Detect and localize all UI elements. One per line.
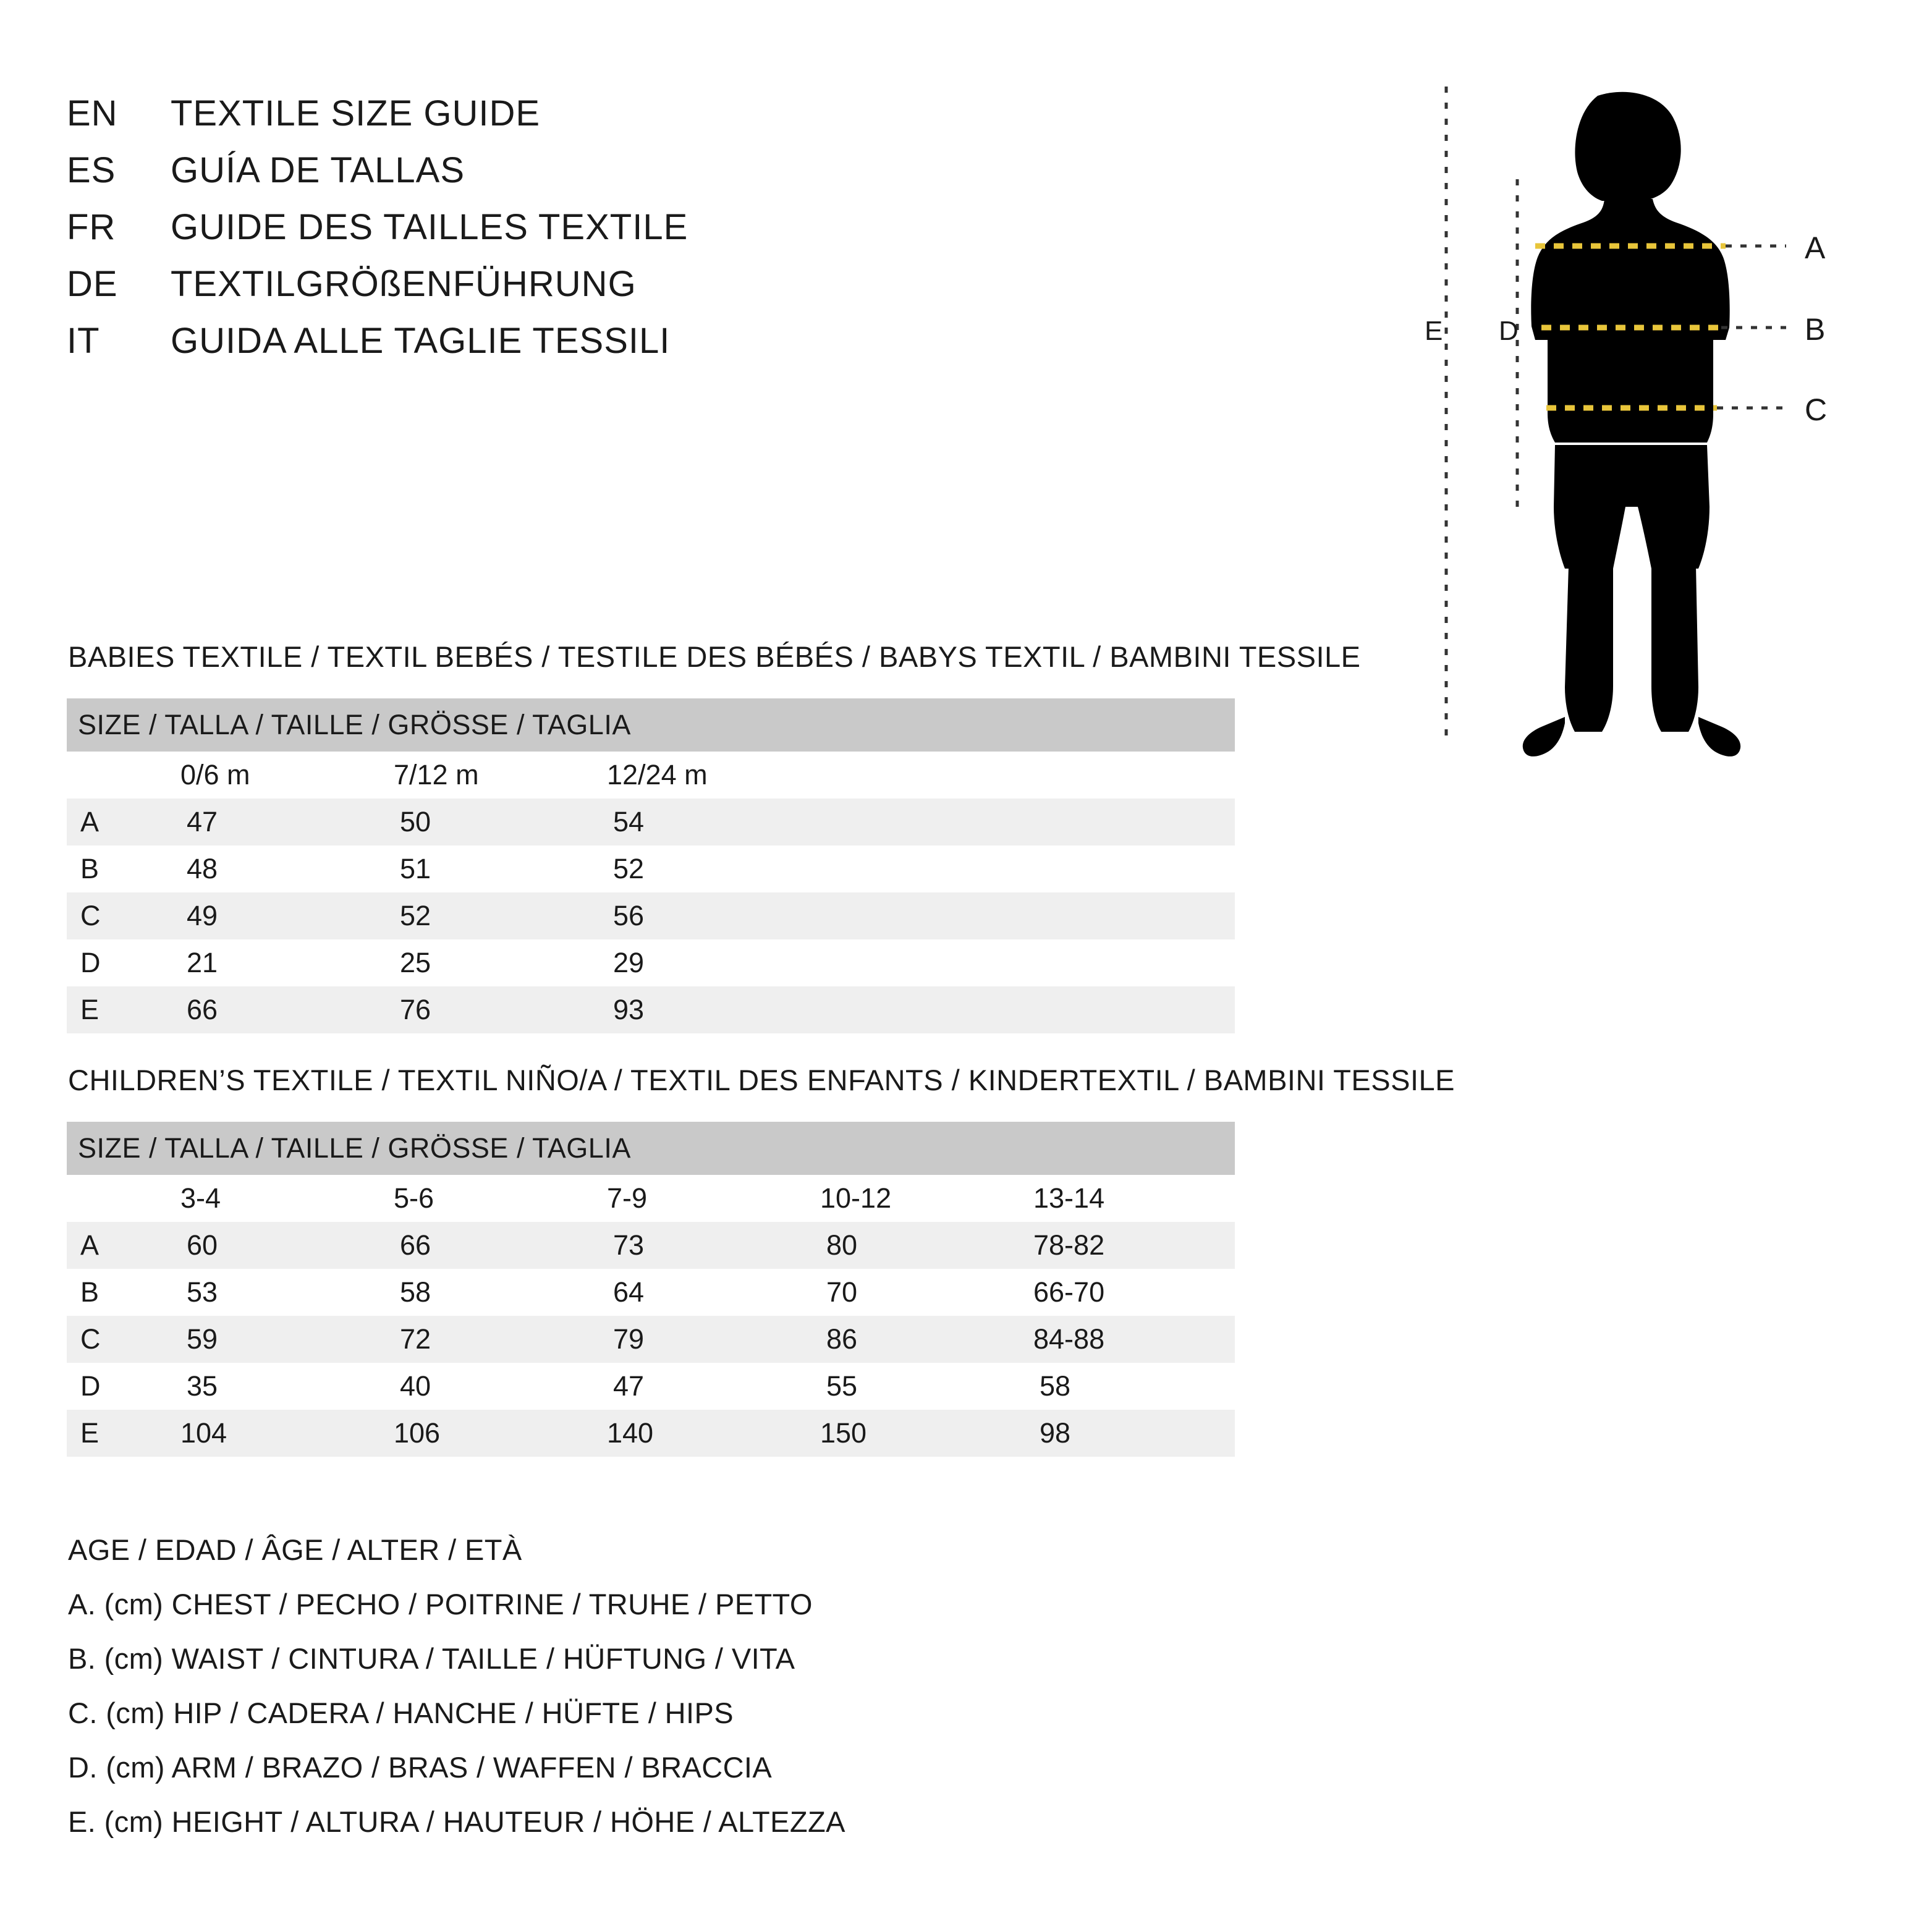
cell-value: 93 — [575, 986, 788, 1033]
cell-value: 64 — [575, 1269, 788, 1316]
spacer-cell — [788, 752, 1235, 799]
cell-value: 86 — [788, 1316, 1001, 1363]
label-c: C — [1805, 392, 1828, 427]
babies-table-header: SIZE / TALLA / TAILLE / GRÖSSE / TAGLIA — [67, 698, 1235, 752]
cell-value: 29 — [575, 939, 788, 986]
cell-value: 60 — [148, 1222, 362, 1269]
row-label: E — [67, 986, 148, 1033]
cell-value: 21 — [148, 939, 362, 986]
cell-value: 58 — [362, 1269, 575, 1316]
empty-corner — [67, 1175, 148, 1222]
cell-value: 66 — [362, 1222, 575, 1269]
language-row — [67, 150, 1241, 206]
cell-value: 78-82 — [1001, 1222, 1235, 1269]
spacer-cell — [788, 799, 1235, 845]
empty-corner — [67, 752, 148, 799]
column-header: 12/24 m — [575, 752, 788, 799]
column-header: 7/12 m — [362, 752, 575, 799]
table-row — [67, 1410, 1235, 1457]
column-header: 13-14 — [1001, 1175, 1235, 1222]
language-title: GUIDE DES TAILLES TEXTILE — [171, 207, 688, 247]
cell-value: 73 — [575, 1222, 788, 1269]
cell-value: 47 — [148, 799, 362, 845]
row-label: D — [67, 939, 148, 986]
language-code: ES — [67, 150, 116, 190]
language-code: EN — [67, 93, 118, 133]
language-title: GUÍA DE TALLAS — [171, 150, 465, 190]
table-row — [67, 1316, 1235, 1363]
legend-item-a: A. (cm) CHEST / PECHO / POITRINE / TRUHE / PETTO — [68, 1588, 813, 1621]
cell-value: 48 — [148, 845, 362, 892]
table-row — [67, 892, 1235, 939]
cell-value: 59 — [148, 1316, 362, 1363]
cell-value: 52 — [362, 892, 575, 939]
language-title: TEXTILE SIZE GUIDE — [171, 93, 541, 133]
cell-value: 106 — [362, 1410, 575, 1457]
spacer-cell — [788, 892, 1235, 939]
table-row — [67, 1222, 1235, 1269]
language-title: GUIDA ALLE TAGLIE TESSILI — [171, 321, 671, 361]
language-code: IT — [67, 321, 100, 361]
children-table-header: SIZE / TALLA / TAILLE / GRÖSSE / TAGLIA — [67, 1122, 1235, 1175]
cell-value: 66 — [148, 986, 362, 1033]
babies-section-title: BABIES TEXTILE / TEXTIL BEBÉS / TESTILE DES BÉBÉS / BABYS TEXTIL / BAMBINI TESSILE — [68, 640, 1361, 673]
cell-value: 35 — [148, 1363, 362, 1410]
legend-item-d: D. (cm) ARM / BRAZO / BRAS / WAFFEN / BRACCIA — [68, 1751, 773, 1784]
cell-value: 54 — [575, 799, 788, 845]
cell-value: 140 — [575, 1410, 788, 1457]
row-label: B — [67, 845, 148, 892]
column-header: 5-6 — [362, 1175, 575, 1222]
row-label: C — [67, 892, 148, 939]
children-size-table — [67, 1122, 1235, 1457]
language-code: FR — [67, 207, 116, 247]
cell-value: 50 — [362, 799, 575, 845]
language-row — [67, 206, 1241, 263]
column-header: 10-12 — [788, 1175, 1001, 1222]
cell-value: 40 — [362, 1363, 575, 1410]
table-row — [67, 845, 1235, 892]
column-header: 3-4 — [148, 1175, 362, 1222]
language-title: TEXTILGRÖßENFÜHRUNG — [171, 264, 637, 304]
cell-value: 104 — [148, 1410, 362, 1457]
table-row — [67, 1363, 1235, 1410]
legend-item-e: E. (cm) HEIGHT / ALTURA / HAUTEUR / HÖHE / ALTEZZA — [68, 1805, 845, 1838]
cell-value: 58 — [1001, 1363, 1235, 1410]
spacer-cell — [788, 845, 1235, 892]
cell-value: 51 — [362, 845, 575, 892]
cell-value: 47 — [575, 1363, 788, 1410]
row-label: C — [67, 1316, 148, 1363]
row-label: A — [67, 1222, 148, 1269]
cell-value: 76 — [362, 986, 575, 1033]
cell-value: 150 — [788, 1410, 1001, 1457]
measurement-legend — [68, 1533, 1428, 1859]
legend-item-b: B. (cm) WAIST / CINTURA / TAILLE / HÜFTUNG / VITA — [68, 1642, 795, 1675]
language-row — [67, 93, 1241, 150]
label-b: B — [1805, 312, 1826, 347]
cell-value: 98 — [1001, 1410, 1235, 1457]
cell-value: 70 — [788, 1269, 1001, 1316]
row-label: E — [67, 1410, 148, 1457]
legend-heading: AGE / EDAD / ÂGE / ALTER / ETÀ — [68, 1533, 522, 1566]
label-e: E — [1425, 316, 1443, 346]
babies-size-table — [67, 698, 1235, 1033]
cell-value: 84-88 — [1001, 1316, 1235, 1363]
cell-value: 25 — [362, 939, 575, 986]
spacer-cell — [788, 986, 1235, 1033]
cell-value: 52 — [575, 845, 788, 892]
cell-value: 66-70 — [1001, 1269, 1235, 1316]
measurement-diagram — [1409, 80, 1897, 773]
cell-value: 53 — [148, 1269, 362, 1316]
column-header: 7-9 — [575, 1175, 788, 1222]
table-header-row — [67, 1122, 1235, 1175]
cell-value: 80 — [788, 1222, 1001, 1269]
table-row — [67, 939, 1235, 986]
label-d: D — [1499, 316, 1519, 346]
cell-value: 55 — [788, 1363, 1001, 1410]
label-a: A — [1805, 231, 1826, 265]
children-section-title: CHILDREN’S TEXTILE / TEXTIL NIÑO/A / TEXTIL DES ENFANTS / KINDERTEXTIL / BAMBINI TESSILE — [68, 1064, 1455, 1096]
cell-value: 79 — [575, 1316, 788, 1363]
row-label: D — [67, 1363, 148, 1410]
table-column-header-row — [67, 752, 1235, 799]
language-title-block — [67, 93, 1241, 377]
legend-item-c: C. (cm) HIP / CADERA / HANCHE / HÜFTE / HIPS — [68, 1697, 734, 1729]
table-row — [67, 1269, 1235, 1316]
row-label: B — [67, 1269, 148, 1316]
table-row — [67, 986, 1235, 1033]
child-silhouette — [1523, 92, 1740, 756]
row-label: A — [67, 799, 148, 845]
cell-value: 56 — [575, 892, 788, 939]
spacer-cell — [788, 939, 1235, 986]
language-row — [67, 320, 1241, 377]
table-row — [67, 799, 1235, 845]
language-code: DE — [67, 264, 118, 304]
table-header-row — [67, 698, 1235, 752]
cell-value: 49 — [148, 892, 362, 939]
language-row — [67, 263, 1241, 320]
cell-value: 72 — [362, 1316, 575, 1363]
table-column-header-row — [67, 1175, 1235, 1222]
column-header: 0/6 m — [148, 752, 362, 799]
